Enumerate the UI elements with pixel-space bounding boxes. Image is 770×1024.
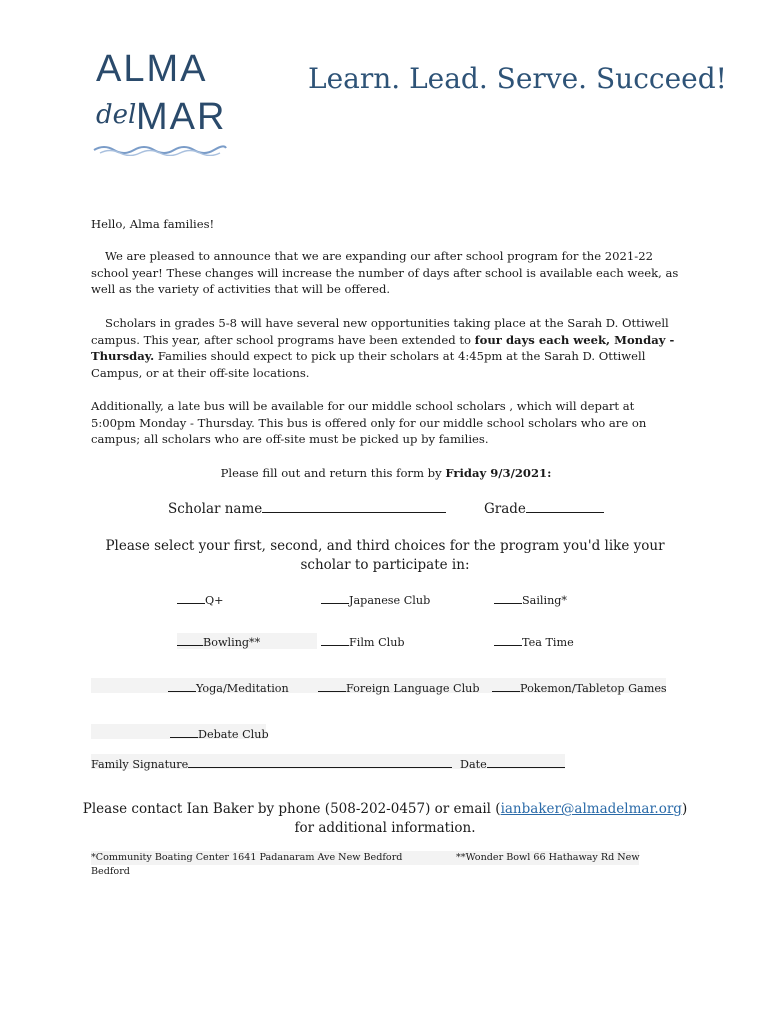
option-sailing-label: Sailing*: [522, 594, 568, 607]
option-tea-time[interactable]: [494, 633, 574, 649]
option-pokemon-tabletop[interactable]: [492, 679, 667, 695]
paragraph-expansion: We are pleased to announce that we are expanding our after school program for the 2021-22 school year! These changes will increase the number of days after school is available each week, as well as the variety of activities that will be offered.: [91, 249, 679, 296]
logo-del-text: del: [96, 100, 137, 130]
date-label: Date: [460, 758, 487, 771]
option-foreign-blank[interactable]: [318, 679, 346, 692]
option-sailing-blank[interactable]: [494, 591, 522, 604]
option-pokemon-label: Pokemon/Tabletop Games: [520, 682, 667, 695]
option-japanese-label: Japanese Club: [349, 594, 431, 607]
option-yoga-blank[interactable]: [168, 679, 196, 692]
greeting: Hello, Alma families!: [91, 217, 215, 231]
deadline-line: [91, 465, 681, 482]
option-film-blank[interactable]: [321, 633, 349, 646]
deadline-date: Friday 9/3/2021:: [445, 466, 552, 480]
grade-label: Grade: [484, 501, 526, 517]
option-film-label: Film Club: [349, 636, 405, 649]
family-signature-label: Family Signature: [91, 758, 189, 771]
option-japanese-blank[interactable]: [321, 591, 349, 604]
grade-field: [484, 500, 604, 517]
logo-alma-text: ALMA: [96, 48, 208, 90]
option-q-plus-label: Q+: [205, 594, 224, 607]
option-foreign-label: Foreign Language Club: [346, 682, 480, 695]
paragraph-schedule-bold: four days each week, Monday - Thursday.: [91, 332, 675, 363]
option-pokemon-blank[interactable]: [492, 679, 520, 692]
deadline-text: Please fill out and return this form by: [220, 466, 446, 480]
email-link[interactable]: ianbaker@almadelmar.org: [500, 801, 682, 817]
option-debate-label: Debate Club: [198, 728, 269, 741]
date-input-line[interactable]: [487, 755, 565, 768]
option-sailing[interactable]: [494, 591, 567, 607]
option-bowling-blank[interactable]: [177, 633, 203, 646]
paragraph-schedule-post: Families should expect to pick up their scholars at 4:45pm at the Sarah D. Ottiwell Campus, or at their off-site locations.: [91, 349, 646, 380]
paragraph-schedule: [91, 315, 681, 381]
logo-wave-icon: [92, 140, 228, 156]
contact-info: [80, 800, 690, 838]
option-bowling[interactable]: [177, 633, 317, 649]
logo-mar-text: MAR: [136, 96, 227, 138]
scholar-name-field: [168, 500, 446, 517]
option-yoga-meditation[interactable]: [168, 679, 289, 695]
option-foreign-language-club[interactable]: [318, 679, 480, 695]
option-film-club[interactable]: [321, 633, 405, 649]
paragraph-schedule-pre: Scholars in grades 5-8 will have several new opportunities taking place at the Sarah D. Ottiwell campus. This year, after school programs have been extended to: [91, 316, 669, 347]
family-signature-input-line[interactable]: [188, 755, 452, 768]
scholar-name-input-line[interactable]: [262, 500, 446, 513]
option-q-plus-blank[interactable]: [177, 591, 205, 604]
date-field: [460, 755, 565, 771]
contact-close: ): [681, 801, 688, 817]
footnote-continuation: Bedford: [91, 866, 130, 877]
family-signature-field: [91, 755, 452, 771]
option-tea-blank[interactable]: [494, 633, 522, 646]
selection-prompt: Please select your first, second, and third choices for the program you'd like your scholar to participate in:: [105, 538, 665, 573]
scholar-name-label: Scholar name: [168, 501, 263, 517]
option-debate-club[interactable]: [170, 725, 269, 741]
contact-line2: for additional information.: [294, 820, 476, 836]
footnote-sailing: *Community Boating Center 1641 Padanaram Ave New Bedford: [91, 852, 403, 863]
contact-text: Please contact Ian Baker by phone (508-202-0457) or email (: [82, 801, 501, 817]
grade-input-line[interactable]: [526, 500, 604, 513]
footnote-bowling: **Wonder Bowl 66 Hathaway Rd New: [456, 852, 640, 863]
option-yoga-label: Yoga/Meditation: [196, 682, 289, 695]
tagline: Learn. Lead. Serve. Succeed!: [308, 62, 727, 95]
option-debate-blank[interactable]: [170, 725, 198, 738]
option-bowling-label: Bowling**: [203, 636, 261, 649]
option-tea-label: Tea Time: [522, 636, 574, 649]
option-japanese-club[interactable]: [321, 591, 430, 607]
option-q-plus[interactable]: [177, 591, 224, 607]
paragraph-late-bus: Additionally, a late bus will be available for our middle school scholars , which will depart at 5:00pm Monday - Thursday. This bus is offered only for our middle school scholars who are on campus; all scholars who are off-site must be picked up by families.: [91, 399, 647, 446]
